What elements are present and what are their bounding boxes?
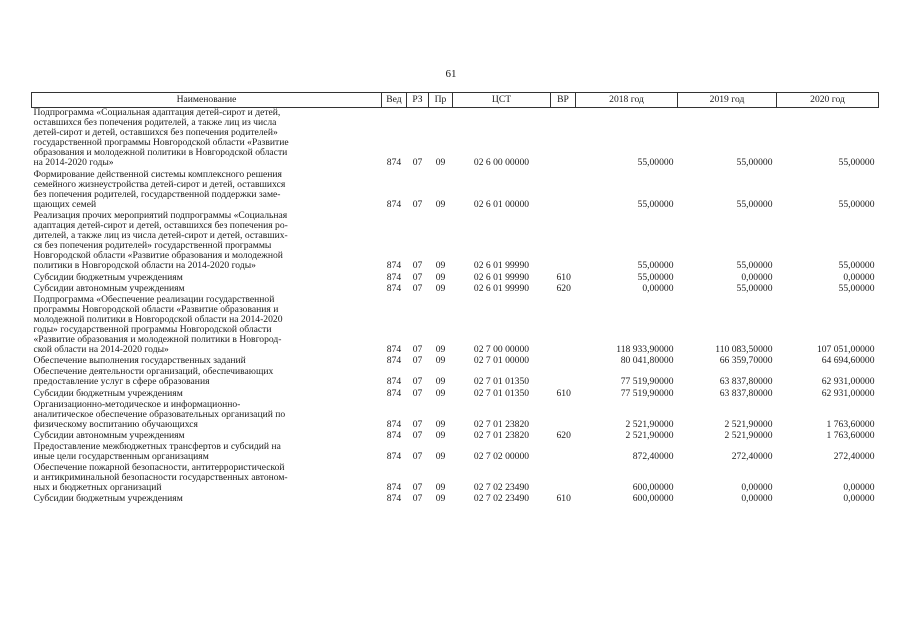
row-cst: 02 6 00 00000 [473,157,530,169]
row-cst: 02 6 01 99990 [473,282,530,294]
row-2018: 55,00000 [637,157,674,169]
row-2020: 272,40000 [833,451,875,463]
row-2018: 600,00000 [632,482,674,494]
row-2019: 55,00000 [736,198,773,210]
row-vr: 610 [556,493,571,505]
header-name: Наименование [32,93,382,108]
row-2018: 55,00000 [637,260,674,272]
row-cst: 02 7 01 01350 [473,387,530,399]
row-rz: 07 [412,344,423,356]
row-ved: 874 [386,344,402,356]
row-ved: 874 [386,418,402,430]
row-name: Подпрограмма «Обеспечение реализации государственной программы Новгородской области «Развитие образования и молодежной политики в Новгородской области на 2014-2020 годы» государственной программы Новгородской области «Развитие образования и молодежной политики в Новгород- ской области на 2014-2020 годы» [33,293,283,356]
row-vr [551,442,576,463]
row-name: Обеспечение пожарной безопасности, антитеррористической и антикриминальной безопасности государственных автоном- ных и бюджетных организаций [33,462,288,494]
row-pr: 09 [435,429,446,441]
row-ved: 874 [386,451,402,463]
row-cst: 02 7 02 23490 [473,493,530,505]
row-2020: 55,00000 [838,282,875,294]
row-rz: 07 [412,418,423,430]
header-2019: 2019 год [678,93,777,108]
row-2020: 1 763,60000 [826,418,875,430]
row-name: Формирование действенной системы комплексного решения семейного жизнеустройства детей-сирот и детей, оставшихся без попечения родителей, государственной поддержки заме- щающих семей [33,168,286,210]
row-2020: 0,00000 [843,493,875,505]
row-ved: 874 [386,157,402,169]
table-row [32,295,879,357]
row-rz: 07 [412,198,423,210]
row-cst: 02 7 01 23820 [473,429,530,441]
row-name: Обеспечение выполнения государственных заданий [33,355,246,367]
row-pr: 09 [435,260,446,272]
row-2019: 63 837,80000 [719,387,773,399]
header-cst: ЦСТ [453,93,551,108]
row-rz: 07 [412,451,423,463]
row-name: Предоставление межбюджетных трансфертов и субсидий на иные цели государственным организациям [33,441,281,463]
row-vr [551,108,576,170]
table-row [32,442,879,463]
row-vr [551,463,576,494]
row-name: Субсидии автономным учреждениям [33,282,185,294]
row-2020: 55,00000 [838,198,875,210]
table-row [32,108,879,170]
row-rz: 07 [412,260,423,272]
table-row [32,494,879,505]
row-2020: 62 931,00000 [821,387,875,399]
row-cst: 02 7 01 23820 [473,418,530,430]
row-ved: 874 [386,493,402,505]
row-rz: 07 [412,482,423,494]
row-vr [551,170,576,211]
row-rz: 07 [412,282,423,294]
row-ved: 874 [386,482,402,494]
table-row [32,170,879,211]
row-2018: 55,00000 [637,271,674,283]
row-2019: 66 359,70000 [719,355,773,367]
row-rz: 07 [412,387,423,399]
row-2019: 55,00000 [736,157,773,169]
row-2018: 0,00000 [642,282,674,294]
row-2020: 107 051,00000 [816,344,875,356]
row-2018: 2 521,90000 [625,418,674,430]
header-2018: 2018 год [576,93,678,108]
row-rz: 07 [412,271,423,283]
row-ved: 874 [386,271,402,283]
row-2018: 872,40000 [632,451,674,463]
row-2019: 55,00000 [736,260,773,272]
row-vr [551,400,576,431]
row-2019: 0,00000 [741,482,773,494]
page-number: 61 [445,68,457,80]
row-2019: 2 521,90000 [724,418,773,430]
row-pr: 09 [435,271,446,283]
row-2020: 0,00000 [843,271,875,283]
row-ved: 874 [386,355,402,367]
header-vr: ВР [551,93,576,108]
row-2019: 2 521,90000 [724,429,773,441]
table-row [32,389,879,400]
row-2019: 0,00000 [741,493,773,505]
row-rz: 07 [412,157,423,169]
row-ved: 874 [386,198,402,210]
header-pr: Пр [429,93,453,108]
row-vr [551,295,576,357]
row-pr: 09 [435,344,446,356]
row-pr: 09 [435,282,446,294]
row-2018: 80 041,80000 [620,355,674,367]
row-vr [551,211,576,273]
row-2020: 55,00000 [838,260,875,272]
table-row [32,463,879,494]
row-name: Организационно-методическое и информационно- аналитическое обеспечение образовательных организаций по физическому воспитанию обучающихся [33,398,286,430]
row-vr [551,356,576,367]
row-rz: 07 [412,355,423,367]
row-pr: 09 [435,418,446,430]
header-ved: Вед [382,93,407,108]
header-2020: 2020 год [777,93,879,108]
row-2019: 63 837,80000 [719,376,773,388]
row-rz: 07 [412,429,423,441]
row-2019: 0,00000 [741,271,773,283]
row-2018: 600,00000 [632,493,674,505]
row-name: Реализация прочих мероприятий подпрограммы «Социальная адаптация детей-сирот и детей, оставшихся без попечения ро- дителей, а также лиц из числа детей-сирот и детей, оставших- ся без попечения родителей» государственной программы Новгородской области «Развитие образования и молодежной политики в Новгородской области на 2014-2020 годы» [33,209,288,272]
row-vr: 620 [556,429,571,441]
row-2019: 110 083,50000 [715,344,773,356]
row-2020: 1 763,60000 [826,429,875,441]
table-row [32,400,879,431]
row-2020: 0,00000 [843,482,875,494]
row-name: Субсидии бюджетным учреждениям [33,271,183,283]
row-ved: 874 [386,429,402,441]
row-cst: 02 7 02 00000 [473,451,530,463]
row-name: Субсидии бюджетным учреждениям [33,493,183,505]
row-name: Субсидии бюджетным учреждениям [33,387,183,399]
row-pr: 09 [435,482,446,494]
row-pr: 09 [435,451,446,463]
row-name: Обеспечение деятельности организаций, обеспечивающих предоставление услуг в сфере образования [33,366,274,388]
row-cst: 02 7 02 23490 [473,482,530,494]
row-ved: 874 [386,282,402,294]
row-2018: 2 521,90000 [625,429,674,441]
row-vr [551,367,576,388]
row-2019: 272,40000 [731,451,773,463]
table-row [32,211,879,273]
row-ved: 874 [386,260,402,272]
row-name: Субсидии автономным учреждениям [33,429,185,441]
header-rz: РЗ [407,93,429,108]
row-2020: 62 931,00000 [821,376,875,388]
row-ved: 874 [386,376,402,388]
row-ved: 874 [386,387,402,399]
row-name: Подпрограмма «Социальная адаптация детей-сирот и детей, оставшихся без попечения родителей, а также лиц из числа детей-сирот и детей, оставшихся без попечения родителей» государственной программы Новгородской области «Развитие образования и молодежной политики в Новгородской области на 2014-2020 годы» [33,107,289,169]
row-rz: 07 [412,376,423,388]
row-2018: 77 519,90000 [620,387,674,399]
row-rz: 07 [412,493,423,505]
row-pr: 09 [435,387,446,399]
budget-table [31,92,879,506]
row-pr: 09 [435,376,446,388]
table-row [32,273,879,284]
row-2019: 55,00000 [736,282,773,294]
row-2018: 77 519,90000 [620,376,674,388]
row-cst: 02 6 01 99990 [473,271,530,283]
row-cst: 02 7 01 00000 [473,355,530,367]
table-header-row [32,93,879,108]
row-vr: 610 [556,387,571,399]
row-cst: 02 7 00 00000 [473,344,530,356]
row-vr: 610 [556,271,571,283]
row-pr: 09 [435,493,446,505]
row-vr: 620 [556,282,571,294]
row-pr: 09 [435,355,446,367]
row-2018: 55,00000 [637,198,674,210]
row-2018: 118 933,90000 [616,344,674,356]
row-2020: 64 694,60000 [821,355,875,367]
row-cst: 02 6 01 00000 [473,198,530,210]
row-cst: 02 6 01 99990 [473,260,530,272]
row-pr: 09 [435,157,446,169]
row-2020: 55,00000 [838,157,875,169]
row-pr: 09 [435,198,446,210]
row-cst: 02 7 01 01350 [473,376,530,388]
table-row [32,367,879,388]
